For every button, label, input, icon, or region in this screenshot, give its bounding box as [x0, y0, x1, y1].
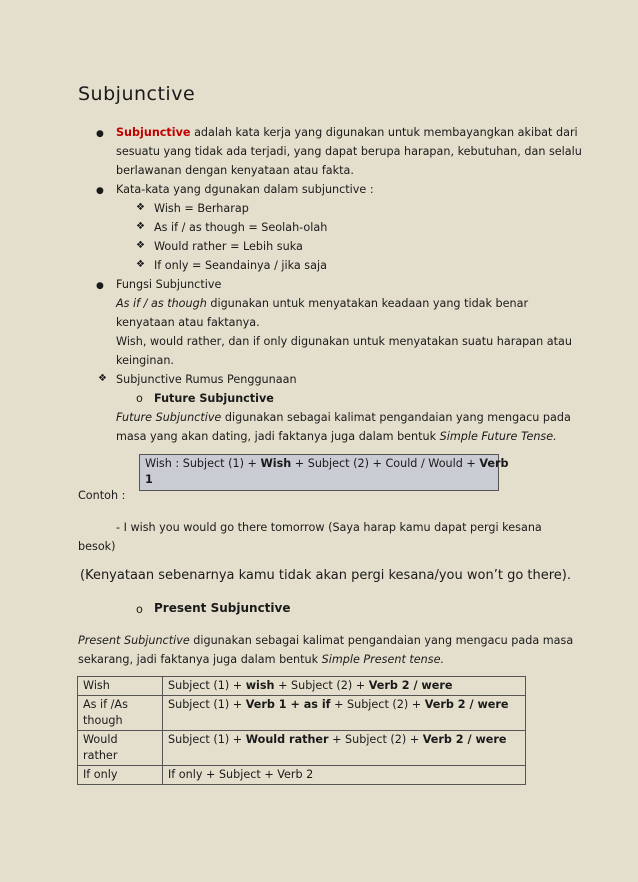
- future-line-1: Future Subjunctive digunakan sebagai kalimat pengandaian yang mengacu pada: [116, 411, 571, 424]
- formula-line-1: Wish : Subject (1) + Wish + Subject (2) + Could / Would + Verb: [145, 457, 509, 470]
- diamond-bullet-icon: ❖: [136, 202, 145, 213]
- table-cell: Subject (1) + Would rather + Subject (2) + Verb 2 / were: [163, 731, 526, 766]
- circle-bullet-icon: o: [136, 392, 143, 405]
- table-cell: Subject (1) + Verb 1 + as if + Subject (2) + Verb 2 / were: [163, 696, 526, 731]
- example-line-2: besok): [78, 540, 116, 553]
- formula-line-2: 1: [145, 473, 153, 486]
- usage-heading: Subjunctive Rumus Penggunaan: [116, 373, 297, 386]
- table-row: [78, 731, 526, 766]
- table-cell: As if /As though: [78, 696, 163, 731]
- bullet-icon: ●: [96, 281, 104, 291]
- function-line-3: Wish, would rather, dan if only digunakan untuk menyatakan suatu harapan atau: [116, 335, 572, 348]
- present-line-2: sekarang, jadi faktanya juga dalam bentuk Simple Present tense.: [78, 653, 445, 666]
- diamond-bullet-icon: ❖: [98, 373, 107, 384]
- circle-bullet-icon: o: [136, 603, 143, 616]
- word-item: If only = Seandainya / jika saja: [154, 259, 327, 272]
- present-line-1: Present Subjunctive digunakan sebagai kalimat pengandaian yang mengacu pada masa: [78, 634, 574, 647]
- bullet-icon: ●: [96, 186, 104, 196]
- present-formula-table: [77, 676, 526, 785]
- function-line-1: As if / as though digunakan untuk menyatakan keadaan yang tidak benar: [116, 297, 529, 310]
- example-label: Contoh :: [78, 489, 126, 502]
- table-row: [78, 766, 526, 785]
- bullet-icon: ●: [96, 129, 104, 139]
- table-row: [78, 677, 526, 696]
- table-cell: Wish: [78, 677, 163, 696]
- word-item: Wish = Berharap: [154, 202, 249, 215]
- future-heading: Future Subjunctive: [154, 392, 274, 405]
- table-row: [78, 696, 526, 731]
- definition-line-1: Subjunctive adalah kata kerja yang digunakan untuk membayangkan akibat dari: [116, 126, 578, 139]
- future-formula-box: [139, 454, 509, 491]
- table-cell: If only + Subject + Verb 2: [163, 766, 526, 785]
- function-heading: Fungsi Subjunctive: [116, 278, 222, 291]
- example-line-1: - I wish you would go there tomorrow (Saya harap kamu dapat pergi kesana: [116, 521, 542, 534]
- table-cell: Would rather: [78, 731, 163, 766]
- example-fact: (Kenyataan sebenarnya kamu tidak akan pergi kesana/you won’t go there).: [80, 568, 572, 583]
- diamond-bullet-icon: ❖: [136, 221, 145, 232]
- diamond-bullet-icon: ❖: [136, 240, 145, 251]
- diamond-bullet-icon: ❖: [136, 259, 145, 270]
- present-heading: Present Subjunctive: [154, 601, 291, 615]
- definition-line-2: sesuatu yang tidak ada terjadi, yang dapat berupa harapan, kebutuhan, dan selalu: [116, 145, 582, 158]
- words-heading: Kata-kata yang dgunakan dalam subjunctive :: [116, 183, 374, 196]
- word-item: As if / as though = Seolah-olah: [154, 221, 328, 234]
- function-line-2: kenyataan atau faktanya.: [116, 316, 260, 329]
- future-line-2: masa yang akan dating, jadi faktanya juga dalam bentuk Simple Future Tense.: [116, 430, 557, 443]
- table-cell: If only: [78, 766, 163, 785]
- table-cell: Subject (1) + wish + Subject (2) + Verb 2 / were: [163, 677, 526, 696]
- function-line-4: keinginan.: [116, 354, 174, 367]
- page-title: Subjunctive: [78, 83, 196, 105]
- word-item: Would rather = Lebih suka: [154, 240, 303, 253]
- definition-line-3: berlawanan dengan kenyataan atau fakta.: [116, 164, 354, 177]
